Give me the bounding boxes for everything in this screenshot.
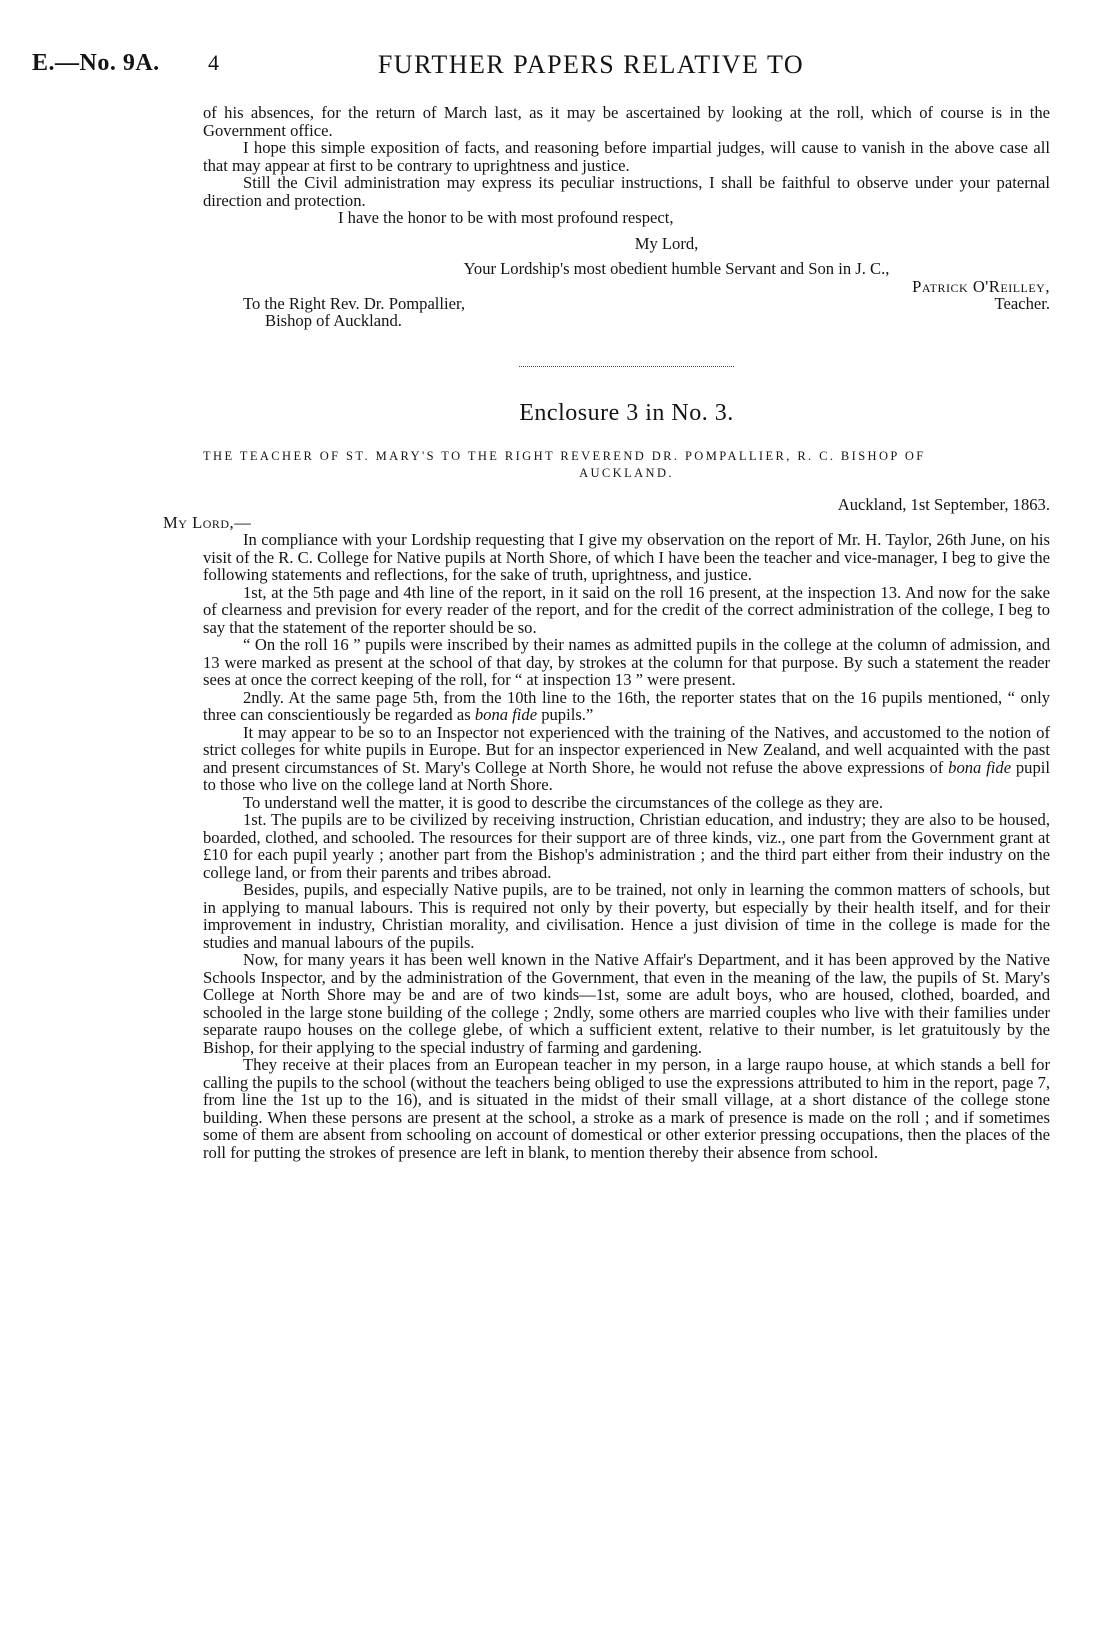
letter-paragraph: Still the Civil administration may express its peculiar instructions, I shall be faithful to observe under your paternal direction and protection. — [203, 173, 1050, 210]
document-reference: E.—No. 9A. — [32, 50, 160, 76]
running-title: FURTHER PAPERS RELATIVE TO — [377, 50, 805, 79]
letter-closing-salutation: My Lord, — [634, 233, 699, 253]
signature-title: Teacher. — [994, 294, 1050, 313]
page-header — [32, 50, 1090, 90]
recipient-address: To the Right Rev. Dr. Pompallier, — [243, 293, 466, 313]
letter-paragraph: 1st. The pupils are to be civilized by receiving instruction, Christian education, and industry; they are also to be housed, boarded, clothed, and schooled. The resources for their support are of three kinds, viz., one part from the Government grant at £10 for each pupil yearly ; another part from the Bishop's administration ; and the third part either from their industry on the college land, or from their parents and tribes abroad. — [203, 810, 1050, 882]
paragraph-text: pupils.” — [537, 705, 594, 724]
signature-name: Patrick O'Reilley, — [912, 276, 1050, 296]
italic-term: bona fide — [948, 757, 1012, 777]
italic-term: bona fide — [474, 705, 538, 724]
letter-continuation-paragraph: of his absences, for the return of March last, as it may be ascertained by looking at the roll, which of course is in the Government office. — [203, 103, 1050, 140]
letter-paragraph: 1st, at the 5th page and 4th line of the report, in it said on the roll 16 present, at the inspection 13. And now for the sake of clearness and prevision for every reader of the report, and for the credit of the correct administration of the college, I beg to say that the statement of the reporter should be so. — [203, 582, 1050, 637]
letter-paragraph: To understand well the matter, it is good to describe the circumstances of the college as they are. — [243, 792, 884, 812]
letter-paragraph: They receive at their places from an European teacher in my person, in a large raupo house, at which stands a bell for calling the pupils to the school (without the teachers being obliged to use the expressions attributed to him in the report, page 7, from line the 1st up to the 16), and is situated in the midst of their small village, at a short distance of the college stone building. When these persons are present at the school, a stroke as a mark of presence is made on the roll ; and if sometimes some of them are absent from schooling on account of domestical or other exterior pressing occupations, then the places of the roll for putting the strokes of presence are left in blank, to mention thereby their absence from school. — [203, 1055, 1051, 1162]
page-number: 4 — [208, 50, 219, 75]
enclosure-heading: THE TEACHER OF ST. MARY'S TO THE RIGHT REVEREND DR. POMPALLIER, R. C. BISHOP OF — [203, 449, 926, 463]
letter-paragraph — [203, 689, 1050, 724]
letter-closing: I have the honor to be with most profound respect, — [338, 208, 674, 227]
letter-salutation: My Lord,— — [163, 512, 252, 532]
letter-paragraph: Besides, pupils, and especially Native pupils, are to be trained, not only in learning the common matters of schools, but in applying to manual labours. This is required not only by their poverty, but especially by their health itself, and for their improvement in industry, Christian morality, and civilisation. Hence a just division of time in the college is made for the studies and manual labours of the pupils. — [203, 880, 1050, 952]
page-body — [163, 103, 1051, 1162]
enclosure-title: Enclosure 3 in No. 3. — [519, 399, 734, 426]
recipient-address-line-2: Bishop of Auckland. — [265, 311, 402, 330]
letter-paragraph — [203, 724, 1050, 794]
section-divider — [519, 366, 734, 367]
paragraph-text: pupil to those who live on the college land at North Shore. — [203, 757, 1051, 794]
letter-paragraph: I hope this simple exposition of facts, and reasoning before impartial judges, will cause to vanish in the above case all that may appear at first to be contrary to uprightness and justice. — [203, 138, 1050, 175]
letter-closing-servant: Your Lordship's most obedient humble Servant and Son in J. C., — [463, 259, 890, 278]
paragraph-text: It may appear to be so to an Inspector not experienced with the training of the Natives, and accustomed to the notion of strict colleges for white pupils in Europe. But for an inspector experienced in New Zealand, and well acquainted with the past and present circumstances of St. Mary's College at North Shore, he would not refuse the above expressions of — [203, 722, 1050, 777]
paragraph-text: 2ndly. At the same page 5th, from the 10th line to the 16th, the reporter states that on the 16 pupils mentioned, “ only three can conscientiously be regarded as — [203, 687, 1050, 724]
letter-paragraph: Now, for many years it has been well known in the Native Affair's Department, and it has been approved by the Native Schools Inspector, and by the administration of the Government, that even in the meaning of the law, the pupils of St. Mary's College at North Shore may be and are of two kinds—1st, some are adult boys, who are housed, clothed, boarded, and schooled in the large stone building of the college ; 2ndly, some others are married couples who live with their families under separate raupo houses on the college glebe, of which a sufficient extent, relative to their number, is let gratuitously by the Bishop, for their applying to the special industry of farming and gardening. — [203, 950, 1050, 1057]
letter-paragraph: “ On the roll 16 ” pupils were inscribed by their names as admitted pupils in the college at the column of admission, and 13 were marked as present at the school of that day, by strokes at the column for that purpose. By such a statement the reader sees at once the correct keeping of the roll, for “ at inspection 13 ” were present. — [203, 635, 1050, 689]
letter-dateline: Auckland, 1st September, 1863. — [837, 495, 1050, 514]
letter-paragraph: In compliance with your Lordship requesting that I give my observation on the report of Mr. H. Taylor, 26th June, on his visit of the R. C. College for Native pupils at North Shore, of which I have been the teacher and vice-manager, I beg to give the following statements and reflections, for the sake of truth, uprightness, and justice. — [203, 530, 1050, 584]
enclosure-heading-continued: AUCKLAND. — [579, 466, 674, 480]
